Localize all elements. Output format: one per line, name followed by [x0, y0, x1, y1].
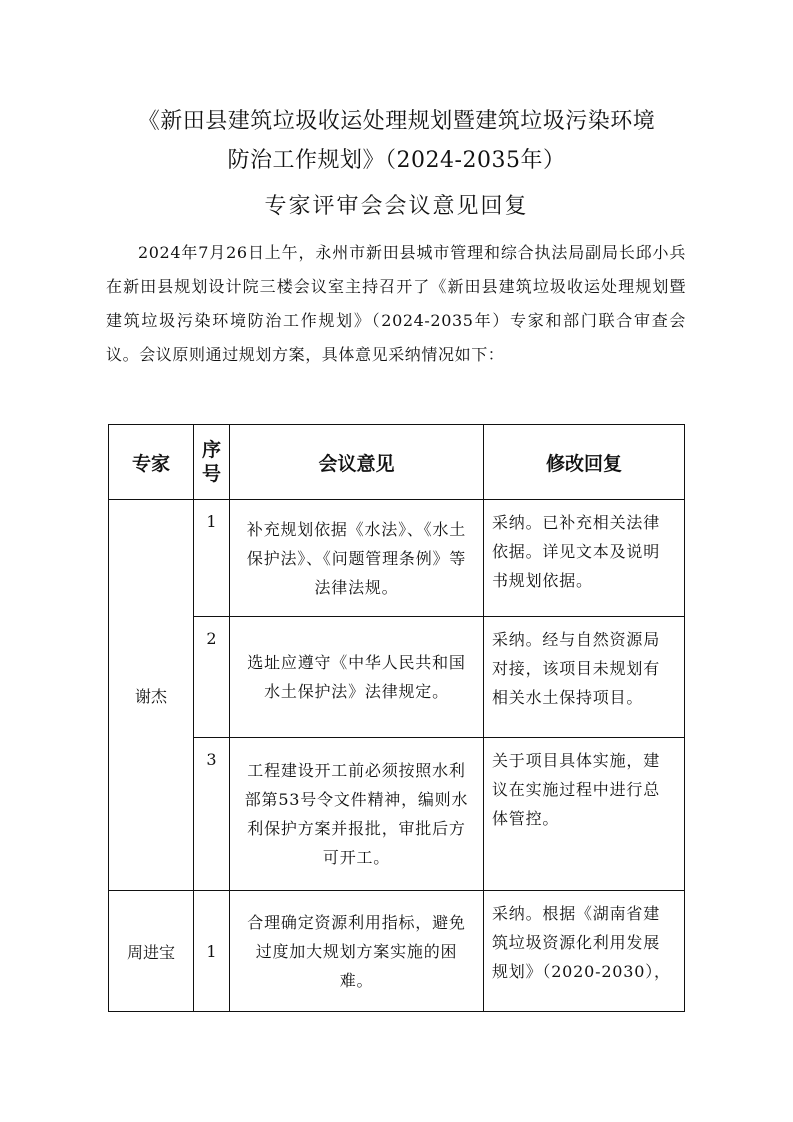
opinion-reply-table	[108, 424, 685, 1012]
reply-cell: 采纳。已补充相关法律依据。详见文本及说明书规划依据。	[484, 500, 685, 617]
table-row	[109, 738, 685, 891]
intro-paragraph: 2024年7月26日上午，永州市新田县城市管理和综合执法局副局长邱小兵在新田县规划设计院三楼会议室主持召开了《新田县建筑垃圾收运处理规划暨建筑垃圾污染环境防治工作规划》（2024-2035年）专家和部门联合审查会议。会议原则通过规划方案，具体意见采纳情况如下：	[106, 243, 686, 364]
header-seq: 序号	[194, 425, 230, 500]
opinion-cell: 工程建设开工前必须按照水利部第53号令文件精神，编则水利保护方案并报批，审批后方可开工。	[230, 738, 484, 891]
seq-cell: 1	[194, 500, 230, 617]
opinion-cell: 合理确定资源利用指标，避免过度加大规划方案实施的困难。	[230, 891, 484, 1012]
seq-cell: 3	[194, 738, 230, 891]
opinion-cell: 补充规划依据《水法》、《水土保护法》、《问题管理条例》等法律法规。	[230, 500, 484, 617]
header-expert: 专家	[109, 425, 194, 500]
seq-cell: 1	[194, 891, 230, 1012]
expert-name-cell: 谢杰	[109, 500, 194, 891]
opinion-cell: 选址应遵守《中华人民共和国水土保护法》法律规定。	[230, 617, 484, 738]
table-row	[109, 617, 685, 738]
seq-cell: 2	[194, 617, 230, 738]
header-opinion: 会议意见	[230, 425, 484, 500]
reply-cell: 关于项目具体实施，建议在实施过程中进行总体管控。	[484, 738, 685, 891]
table-row	[109, 500, 685, 617]
table-header-row	[109, 425, 685, 500]
reply-cell: 采纳。经与自然资源局对接，该项目未规划有相关水土保持项目。	[484, 617, 685, 738]
document-subtitle: 专家评审会会议意见回复	[264, 194, 529, 219]
document-title-line-1: 《新田县建筑垃圾收运处理规划暨建筑垃圾污染环境	[137, 109, 656, 134]
reply-cell: 采纳。根据《湖南省建筑垃圾资源化利用发展规划》（2020-2030），	[484, 891, 685, 1012]
document-title-line-2: 防治工作规划》（2024-2035年）	[227, 148, 566, 173]
table-row	[109, 891, 685, 1012]
header-reply: 修改回复	[484, 425, 685, 500]
expert-name-cell: 周进宝	[109, 891, 194, 1012]
